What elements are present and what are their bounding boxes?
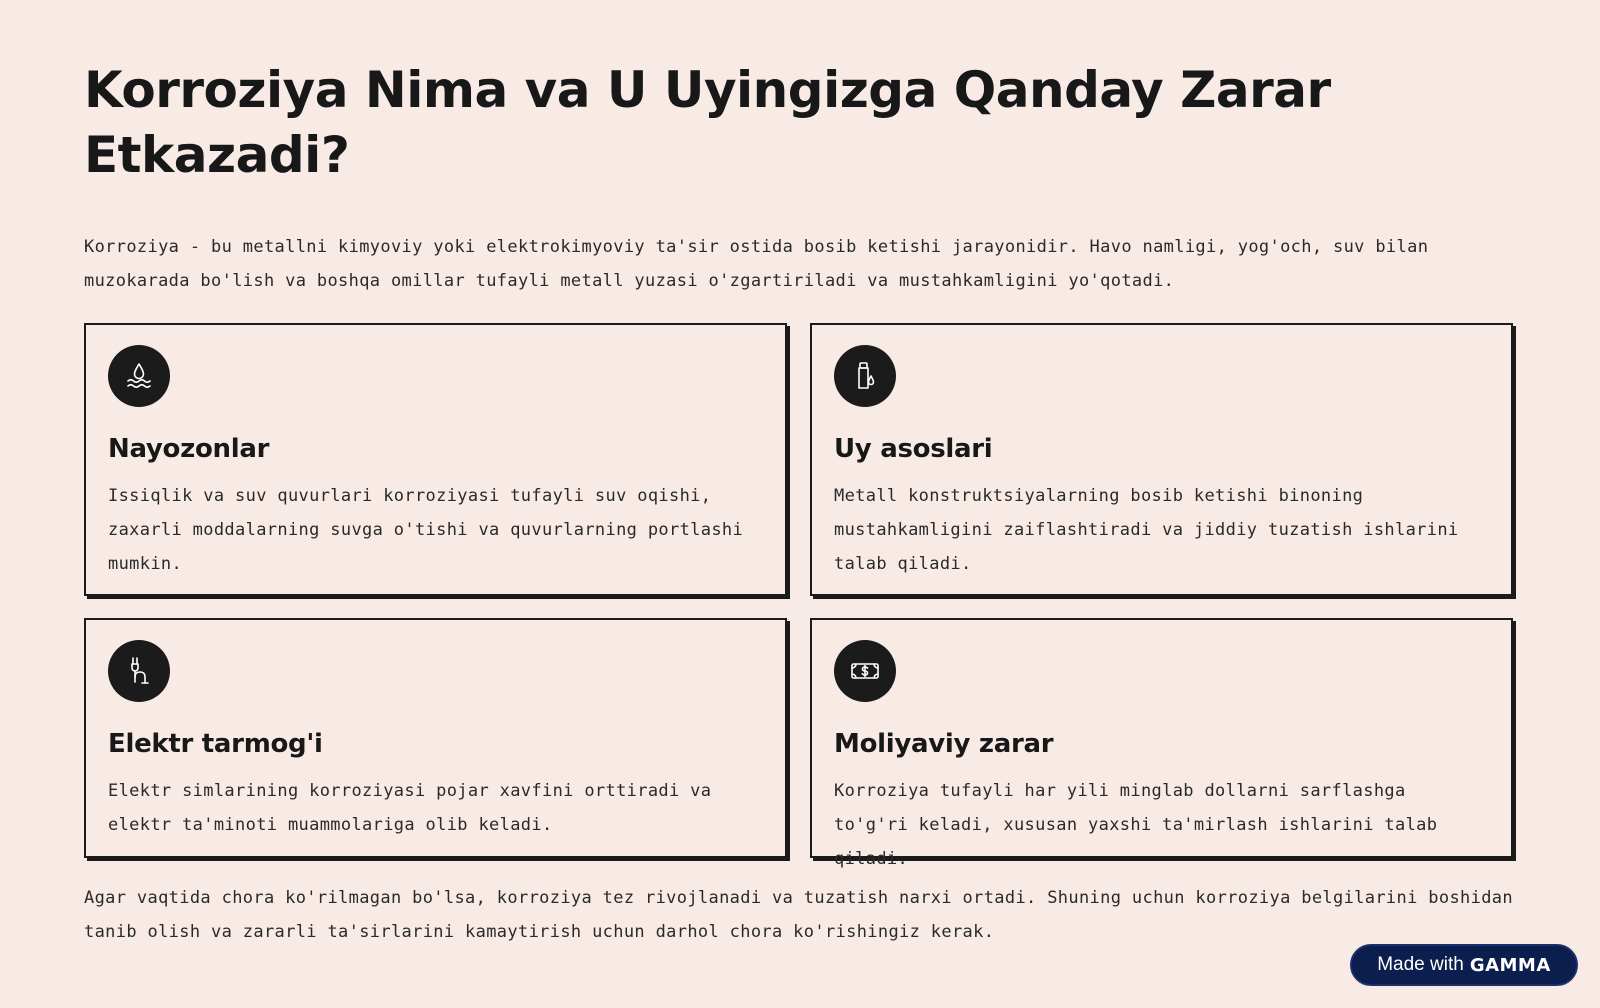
card-title: Uy asoslari — [834, 434, 993, 464]
card-nayozonlar — [84, 323, 787, 596]
card-text: Issiqlik va suv quvurlari korroziyasi tufayli suv oqishi, zaxarli moddalarning suvga o'tishi va quvurlarning portlashi mumkin. — [108, 486, 744, 574]
intro-paragraph: Korroziya - bu metallni kimyoviy yoki elektrokimyoviy ta'sir ostida bosib ketishi jarayonidir. Havo namligi, yog'och, suv bilan muzokarada bo'lish va boshqa omillar tufayli metall yuzasi o'zgartiriladi va mustahkamligini yo'qotadi. — [84, 237, 1429, 291]
money-bill-icon — [834, 640, 896, 702]
page-title: Korroziya Nima va U Uyingizga Qanday Zarar Etkazadi? — [84, 61, 1331, 184]
bottle-drop-icon — [834, 345, 896, 407]
card-title: Nayozonlar — [108, 434, 270, 464]
card-text: Elektr simlarining korroziyasi pojar xavfini orttiradi va elektr ta'minoti muammolariga olib keladi. — [108, 781, 712, 835]
card-moliyaviy-zarar — [810, 618, 1513, 869]
card-text: Metall konstruktsiyalarning bosib ketishi binoning mustahkamligini zaiflashtiradi va jiddiy tuzatish ishlarini talab qiladi. — [834, 486, 1459, 574]
plug-cable-icon — [108, 640, 170, 702]
made-with-gamma-button[interactable] — [1350, 944, 1578, 986]
card-text: Korroziya tufayli har yili minglab dollarni sarflashga to'g'ri keladi, xususan yaxshi ta'mirlash ishlarini talab qiladi. — [834, 781, 1438, 869]
gamma-logo: GAMMA — [1469, 954, 1551, 976]
card-title: Elektr tarmog'i — [108, 729, 323, 759]
badge-prefix: Made with — [1377, 954, 1464, 975]
card-elektr-tarmogi — [84, 618, 787, 858]
card-uy-asoslari — [810, 323, 1513, 596]
water-drop-icon — [108, 345, 170, 407]
card-title: Moliyaviy zarar — [834, 729, 1054, 759]
closing-paragraph: Agar vaqtida chora ko'rilmagan bo'lsa, korroziya tez rivojlanadi va tuzatish narxi ortadi. Shuning uchun korroziya belgilarini boshidan tanib olish va zararli ta'sirlarini kamaytirish uchun darhol chora ko'rishingiz kerak. — [84, 888, 1513, 942]
